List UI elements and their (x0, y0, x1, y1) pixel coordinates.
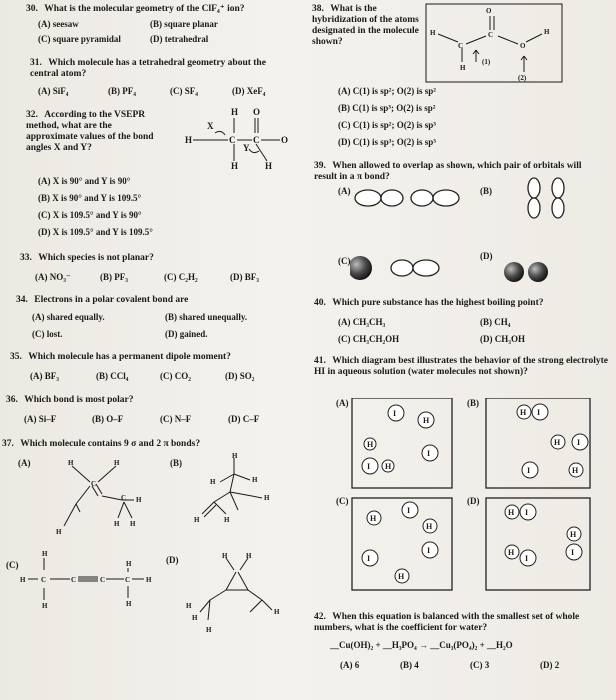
q42-equation: __Cu(OH)₂ + __H₃PO₄ → __Cu₃(PO₄)₂ + __H₂O (330, 640, 513, 650)
q36-option-d[interactable]: (D) C–F (228, 414, 260, 424)
q31-stem: Which molecule has a tetrahedral geometry about the central atom? (30, 58, 266, 79)
q38-option-a[interactable]: (A) C(1) is sp²; O(2) is sp² (338, 86, 436, 96)
q37-option-c[interactable]: (C) (6, 560, 19, 570)
q40-number: 40. (314, 298, 326, 308)
q38-atom-c: C (488, 31, 494, 39)
q30 (26, 4, 296, 15)
q30-stem: What is the molecular geometry of the ClF₄⁺ ion? (44, 4, 245, 14)
q42-number: 42. (314, 612, 326, 622)
q39-b-orbitals (528, 178, 564, 218)
q37-option-b[interactable]: (B) (170, 458, 182, 468)
q37-a-atom-h: H (68, 459, 74, 467)
q37-c-atom-c: C (100, 576, 106, 584)
q31-option-a[interactable]: (A) SiF₄ (38, 86, 69, 96)
q37-b-atom-h: H (264, 494, 270, 502)
q39-stem: When allowed to overlap as shown, which pair of orbitals will result in a π bond? (314, 161, 582, 182)
q37-a-atom-h: H (114, 459, 120, 467)
q32-atom-o: O (281, 135, 289, 145)
q39-option-c[interactable]: (C) (338, 256, 351, 266)
q37-d-atom-h: H (222, 552, 228, 560)
q31 (30, 58, 290, 80)
q37-b-atom-h: H (252, 476, 258, 484)
q32-structure-diagram (185, 105, 297, 173)
q32-atom-c: C (229, 135, 236, 145)
q37-d-atom-h: H (186, 602, 192, 610)
q37-c-atom-h: H (42, 602, 48, 608)
q41-solution-diagrams (350, 398, 616, 594)
q36-option-b[interactable]: (B) O–F (92, 414, 124, 424)
q30-number: 30. (26, 4, 38, 14)
q37-d-atom-h: H (246, 552, 252, 560)
q38-label-o2: (2) (518, 74, 527, 82)
q31-option-c[interactable]: (C) SF₄ (170, 86, 198, 96)
q39-a-orbitals (355, 190, 459, 206)
q37-number: 37. (2, 439, 14, 449)
q41-d-iodine: I (571, 548, 575, 557)
q41-b-iodine: I (527, 466, 531, 475)
q41-a-hydrogen: H (367, 440, 374, 449)
q41-b-iodine: I (577, 438, 581, 447)
q38-atom-c: C (458, 42, 464, 50)
q37-a-atom-h: H (114, 520, 120, 528)
q37-a-atom-h: H (136, 496, 142, 504)
q34-option-c[interactable]: (C) lost. (32, 329, 63, 339)
q34-option-b[interactable]: (B) shared unequally. (165, 312, 248, 322)
q32 (26, 110, 156, 154)
q40 (314, 298, 604, 309)
q37-c-atom-c: C (41, 576, 47, 584)
q41-b-hydrogen: H (554, 438, 561, 447)
q32-option-a[interactable]: (A) X is 90° and Y is 90° (38, 176, 131, 186)
q39-number: 39. (314, 161, 326, 171)
q33-option-c[interactable]: (C) C₂H₂ (164, 272, 198, 282)
q38-option-b[interactable]: (B) C(1) is sp³; O(2) is sp² (338, 103, 436, 113)
q34-option-a[interactable]: (A) shared equally. (32, 312, 105, 322)
q40-stem: Which pure substance has the highest boiling point? (332, 298, 544, 308)
q31-option-d[interactable]: (D) XeF₄ (232, 86, 266, 96)
q38-option-d[interactable]: (D) C(1) is sp³; O(2) is sp³ (338, 137, 436, 147)
q41-c-hydrogen: H (426, 522, 433, 531)
q37-b-atom-h: H (224, 516, 230, 524)
q40-option-c[interactable]: (C) CH₃CH₂OH (338, 334, 400, 344)
q41-c-hydrogen: H (370, 514, 377, 523)
q37-c-atom-c: C (125, 576, 131, 584)
q32-atom-c: C (253, 135, 260, 145)
q35-option-c[interactable]: (C) CO₂ (160, 371, 191, 381)
q37-c-atom-c: C (71, 576, 77, 584)
q37-d-atom-h: H (274, 608, 280, 616)
q33 (20, 253, 290, 264)
q42 (314, 612, 610, 634)
q34-stem: Electrons in a polar covalent bond are (34, 295, 189, 305)
q32-option-b[interactable]: (B) X is 90° and Y is 109.5° (38, 193, 142, 203)
q42-option-b[interactable]: (B) 4 (400, 660, 419, 670)
q38-label-c1: (1) (482, 58, 491, 66)
q41-b-hydrogen: H (520, 408, 527, 417)
q41-stem: Which diagram best illustrates the behavior of the strong electrolyte HI in aqueous solution (water molecules not shown)? (314, 356, 608, 377)
q38-atom-h: H (430, 29, 436, 37)
q37-b-atom-h: H (194, 516, 200, 524)
q37-structure-b (180, 452, 290, 544)
q32-atom-h: H (231, 161, 239, 171)
q39-d-orbitals (504, 262, 548, 282)
q37-c-atom-h: H (126, 560, 132, 568)
q37 (2, 439, 292, 450)
q32-option-c[interactable]: (C) X is 109.5° and Y is 90° (38, 210, 142, 220)
q39-c-orbitals (350, 256, 439, 280)
q41-b-iodine: I (537, 408, 541, 417)
q34-number: 34. (16, 295, 28, 305)
q30-option-a[interactable]: (A) seesaw (38, 19, 79, 29)
q38-atom-o: O (486, 7, 492, 15)
q32-angle-x-label: X (207, 121, 214, 131)
q34-option-d[interactable]: (D) gained. (165, 329, 208, 339)
q36-stem: Which bond is most polar? (24, 395, 134, 405)
q37-structure-d (180, 550, 290, 640)
q33-number: 33. (20, 253, 32, 263)
q41-d-hydrogen: H (570, 530, 577, 539)
q33-option-b[interactable]: (B) PF₃ (100, 272, 128, 282)
q37-a-atom-c: C (91, 480, 97, 488)
q41-a-hydrogen: H (385, 462, 392, 471)
q30-option-c[interactable]: (C) square pyramidal (38, 34, 121, 44)
q32-number: 32. (26, 110, 38, 120)
q35-stem: Which molecule has a permanent dipole moment? (28, 352, 231, 362)
q42-option-d[interactable]: (D) 2 (540, 660, 560, 670)
q35-option-b[interactable]: (B) CCl₄ (96, 371, 129, 381)
q41-option-b[interactable]: (B) (467, 398, 479, 408)
q35-option-a[interactable]: (A) BF₃ (30, 371, 59, 381)
q41-c-iodine: I (427, 546, 431, 555)
q33-option-d[interactable]: (D) BF₃ (230, 272, 259, 282)
q36-option-a[interactable]: (A) Si–F (24, 414, 57, 424)
q41-d-iodine: I (525, 508, 529, 517)
q32-atom-h: H (185, 135, 193, 145)
q37-b-atom-h: H (210, 478, 216, 486)
q33-stem: Which species is not planar? (38, 253, 154, 263)
q30-option-b[interactable]: (B) square planar (150, 19, 218, 29)
q41-d-iodine: I (525, 554, 529, 563)
q41-option-d[interactable]: (D) (467, 496, 480, 506)
q38-number: 38. (312, 4, 324, 14)
q37-structure-c (20, 548, 160, 608)
q40-option-a[interactable]: (A) CH₃CH₃ (338, 317, 386, 327)
q32-atom-h: H (231, 107, 239, 117)
q31-number: 31. (30, 58, 42, 68)
q41-b-hydrogen: H (572, 466, 579, 475)
q38-structure-diagram (424, 2, 564, 84)
q35 (10, 352, 300, 363)
q37-a-atom-h: H (130, 520, 136, 528)
q30-option-d[interactable]: (D) tetrahedral (150, 34, 209, 44)
q37-stem: Which molecule contains 9 σ and 2 π bonds? (20, 439, 201, 449)
q36 (6, 395, 296, 406)
q41-a-iodine: I (393, 409, 397, 418)
q39-option-a[interactable]: (A) (338, 186, 351, 196)
q37-d-atom-h: H (206, 626, 212, 634)
q33-option-a[interactable]: (A) NO₃⁻ (35, 272, 71, 282)
q41-c-iodine: I (407, 506, 411, 515)
q37-b-atom-h: H (232, 452, 238, 460)
q32-option-d[interactable]: (D) X is 109.5° and Y is 109.5° (38, 227, 153, 237)
q42-stem: When this equation is balanced with the smallest set of whole numbers, what is the coefficient for water? (314, 612, 580, 633)
q38-atom-o: O (520, 42, 526, 50)
q42-option-c[interactable]: (C) 3 (470, 660, 490, 670)
q39-option-b[interactable]: (B) (480, 186, 492, 196)
q37-a-atom-c: C (121, 494, 127, 502)
q37-c-atom-h: H (146, 576, 152, 584)
q37-c-atom-h: H (126, 600, 132, 608)
q32-stem: According to the VSEPR method, what are the approximate values of the bond angles X and Y? (26, 110, 154, 153)
q37-d-atom-h: H (192, 614, 198, 622)
q41-number: 41. (314, 356, 326, 366)
q32-atom-h: H (265, 161, 273, 171)
q34 (16, 295, 286, 306)
q41-d-hydrogen: H (508, 548, 515, 557)
q41-c-hydrogen: H (398, 572, 405, 581)
q36-number: 36. (6, 395, 18, 405)
q41-option-a[interactable]: (A) (336, 398, 349, 408)
q38-atom-h: H (460, 64, 466, 72)
q32-atom-o: O (253, 107, 261, 117)
q41 (314, 356, 610, 378)
q39-option-d[interactable]: (D) (480, 251, 493, 261)
q31-option-b[interactable]: (B) PF₄ (108, 86, 136, 96)
q38 (312, 4, 422, 48)
q35-option-d[interactable]: (D) SO₂ (225, 371, 255, 381)
q35-number: 35. (10, 352, 22, 362)
q36-option-c[interactable]: (C) N–F (160, 414, 192, 424)
q37-structure-a (38, 456, 163, 548)
q40-option-b[interactable]: (B) CH₄ (480, 317, 511, 327)
q41-c-iodine: I (367, 554, 371, 563)
q39-orbital-diagrams (350, 176, 616, 296)
q37-option-d[interactable]: (D) (166, 555, 179, 565)
q40-option-d[interactable]: (D) CH₃OH (480, 334, 525, 344)
q42-option-a[interactable]: (A) 6 (340, 660, 360, 670)
q41-a-hydrogen: H (423, 416, 430, 425)
q38-atom-h: H (544, 28, 550, 36)
q41-option-c[interactable]: (C) (336, 496, 349, 506)
q41-a-iodine: I (427, 449, 431, 458)
q37-c-atom-h: H (42, 550, 48, 558)
q38-stem: What is the hybridization of the atoms designated in the molecule shown? (312, 4, 419, 47)
q41-d-hydrogen: H (508, 508, 515, 517)
q37-option-a[interactable]: (A) (18, 458, 31, 468)
q37-a-atom-h: H (56, 528, 62, 536)
q38-option-c[interactable]: (C) C(1) is sp²; O(2) is sp³ (338, 120, 436, 130)
q32-angle-y-label: Y (243, 143, 250, 153)
q41-a-iodine: I (367, 462, 371, 471)
q37-c-atom-h: H (20, 576, 26, 584)
